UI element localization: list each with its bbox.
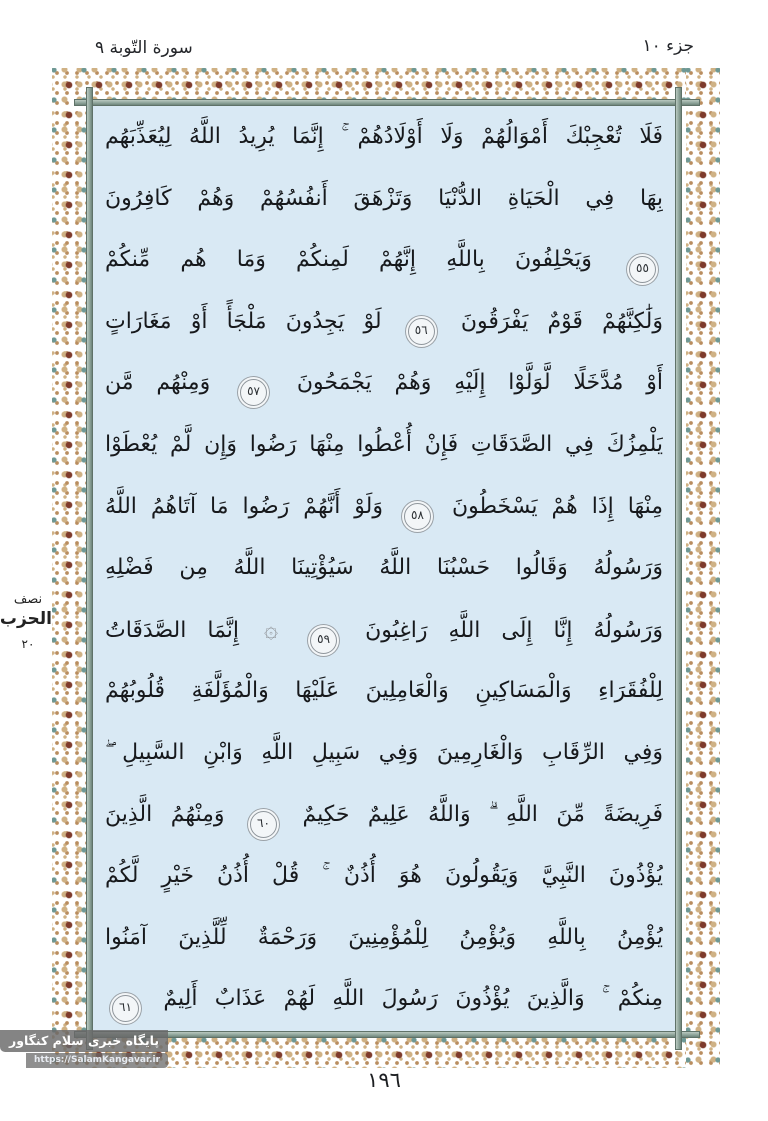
floral-border-top xyxy=(52,68,716,101)
frame-bar-left xyxy=(86,87,93,1050)
quran-line: مِنْهَا إِذَا هُمْ يَسْخَطُونَ ٥٨ وَلَوْ أَنَّهُمْ رَضُوا مَا آتَاهُمُ اللَّهُ xyxy=(105,476,663,538)
ayah-end-marker: ٥٨ xyxy=(404,503,431,530)
ayah-end-marker: ٥٩ xyxy=(310,627,337,654)
watermark-url: https://SalamKangavar.ir xyxy=(26,1053,168,1068)
quran-text-panel xyxy=(93,106,675,1031)
quran-line: يَلْمِزُكَ فِي الصَّدَقَاتِ فَإِنْ أُعْطُوا مِنْهَا رَضُوا وَإِن لَّمْ يُعْطَوْا xyxy=(105,431,663,457)
quran-line: فَلَا تُعْجِبْكَ أَمْوَالُهُمْ وَلَا أَوْلَادُهُمْ ۚ إِنَّمَا يُرِيدُ اللَّهُ لِيُعَذِّبَهُم xyxy=(105,124,663,149)
quran-line: لِلْفُقَرَاءِ وَالْمَسَاكِينِ وَالْعَامِلِينَ عَلَيْهَا وَالْمُؤَلَّفَةِ قُلُوبُهُمْ xyxy=(105,678,663,704)
quran-line: ٥٥ وَيَحْلِفُونَ بِاللَّهِ إِنَّهُمْ لَمِنكُمْ وَمَا هُم مِّنكُمْ xyxy=(105,229,663,291)
ayah-end-marker: ٥٧ xyxy=(240,379,267,406)
floral-border-left xyxy=(52,68,86,1068)
frame-bar-top xyxy=(74,99,700,106)
quran-line: أَوْ مُدَّخَلًا لَّوَلَّوْا إِلَيْهِ وَهُمْ يَجْمَحُونَ ٥٧ وَمِنْهُم مَّن xyxy=(105,352,663,414)
surah-title: سورة التّوبة ٩ xyxy=(95,38,193,58)
quran-line: وَلَٰكِنَّهُمْ قَوْمٌ يَفْرَقُونَ ٥٦ لَوْ يَجِدُونَ مَلْجَأً أَوْ مَغَارَاتٍ xyxy=(105,291,663,353)
quran-line: وَرَسُولُهُ إِنَّا إِلَى اللَّهِ رَاغِبُونَ ٥٩ ۞ إِنَّمَا الصَّدَقَاتُ xyxy=(105,599,663,661)
hizb-note-number: ٢٠ xyxy=(21,637,35,651)
hizb-note-word: الحزب xyxy=(0,609,52,629)
frame-bar-right xyxy=(675,87,682,1050)
quran-line: يُؤْذُونَ النَّبِيَّ وَيَقُولُونَ هُوَ أُذُنٌ ۚ قُلْ أُذُنُ خَيْرٍ لَّكُمْ xyxy=(105,863,663,889)
watermark-title: پایگاه خبری سلام کنگاور xyxy=(0,1030,168,1052)
quran-line: وَفِي الرِّقَابِ وَالْغَارِمِينَ وَفِي سَبِيلِ اللَّهِ وَابْنِ السَّبِيلِ ۖ xyxy=(105,739,663,765)
watermark xyxy=(0,1030,168,1068)
juz-label: جزء ١٠ xyxy=(642,36,694,56)
hizb-note-word: نصف xyxy=(13,592,43,607)
ayah-end-marker: ٦١ xyxy=(112,995,139,1022)
quran-line: يُؤْمِنُ بِاللَّهِ وَيُؤْمِنُ لِلْمُؤْمِنِينَ وَرَحْمَةٌ لِّلَّذِينَ آمَنُوا xyxy=(105,924,663,950)
ayah-end-marker: ٦٠ xyxy=(250,811,277,838)
page-number: ١٩٦ xyxy=(367,1068,401,1092)
quran-line: فَرِيضَةً مِّنَ اللَّهِ ۗ وَاللَّهُ عَلِيمٌ حَكِيمٌ ٦٠ وَمِنْهُمُ الَّذِينَ xyxy=(105,784,663,846)
quran-line: مِنكُمْ ۚ وَالَّذِينَ يُؤْذُونَ رَسُولَ اللَّهِ لَهُمْ عَذَابٌ أَلِيمٌ ٦١ xyxy=(105,968,663,1030)
ayah-end-marker: ٥٥ xyxy=(629,256,656,283)
ayah-end-marker: ٥٦ xyxy=(408,318,435,345)
hizb-margin-note xyxy=(0,592,52,651)
floral-border-right xyxy=(686,68,720,1068)
rub-el-hizb-icon: ۞ xyxy=(264,614,279,643)
quran-line: وَرَسُولُهُ وَقَالُوا حَسْبُنَا اللَّهُ سَيُؤْتِينَا اللَّهُ مِن فَضْلِهِ xyxy=(105,555,663,581)
quran-line: بِهَا فِي الْحَيَاةِ الدُّنْيَا وَتَزْهَقَ أَنفُسُهُمْ وَهُمْ كَافِرُونَ xyxy=(105,185,663,211)
